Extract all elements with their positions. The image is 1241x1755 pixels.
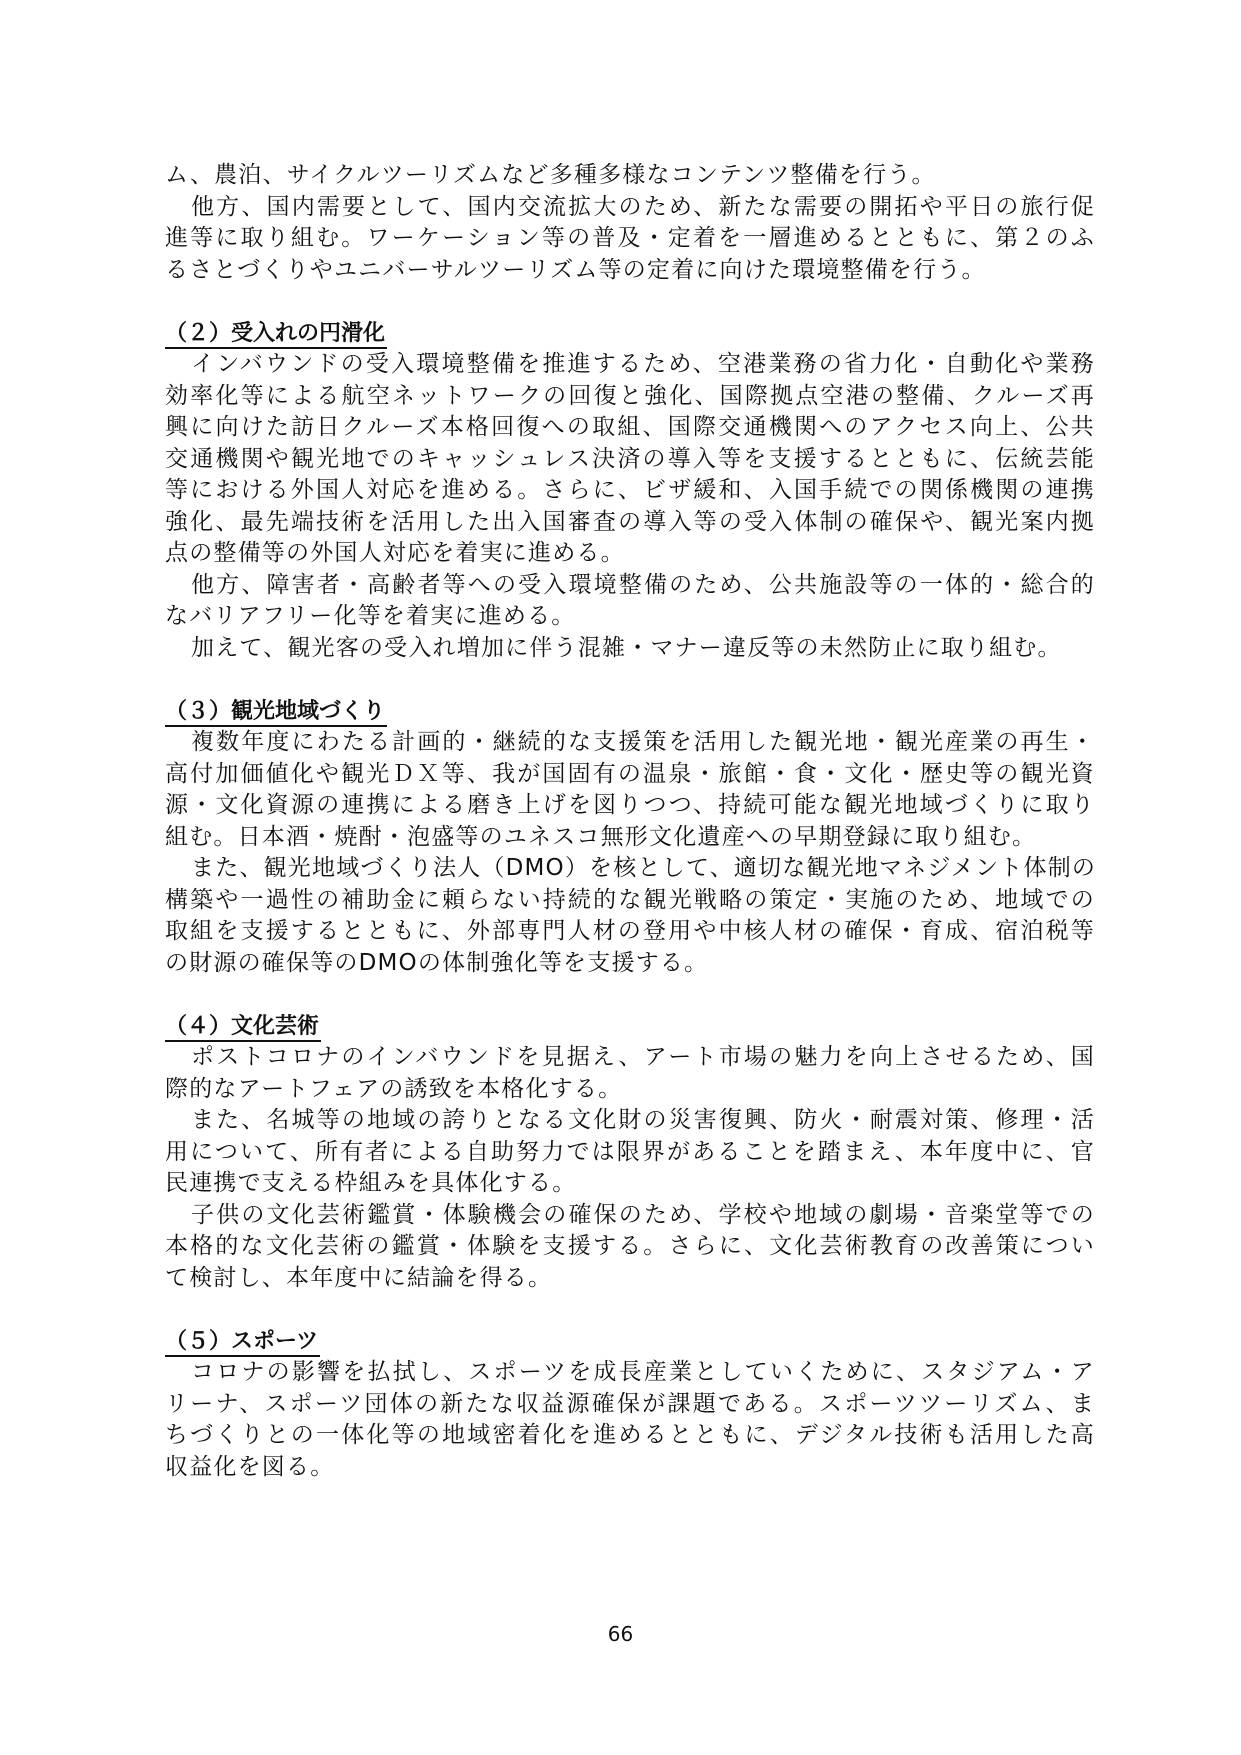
section-gap [165,286,1095,318]
text-line: 複数年度にわたる計画的・継続的な支援策を活用した観光地・観光産業の再生・ [191,729,1095,755]
intro-paragraph [165,192,1095,287]
section-receiving [165,318,1095,665]
section-paragraph [165,1105,1095,1200]
text-line: 他方、国内需要として、国内交流拡大のため、新たな需要の開拓や平日の旅行促 [191,193,1095,220]
text-line: 効率化等による航空ネットワークの回復と強化、国際拠点空港の整備、クルーズ再 [165,382,1095,409]
text-line: また、名城等の地域の誇りとなる文化財の災害復興、防火・耐震対策、修理・活 [191,1107,1095,1133]
text-line: コロナの影響を払拭し、スポーツを成長産業としていくために、スタジアム・ア [191,1359,1095,1385]
text-line: 源・文化資源の連携による磨き上げを図りつつ、持続可能な観光地域づくりに取り [165,792,1095,818]
text-line: 他方、障害者・高齢者等への受入環境整備のため、公共施設等の一体的・総合的 [191,571,1095,598]
section-heading-text: （５）スポーツ [165,1329,320,1357]
text-line: 際的なアートフェアの誘致を本格化する。 [165,1075,623,1102]
text-line: の財源の確保等のDMOの体制強化等を支援する。 [165,949,709,976]
section-paragraph [165,633,1095,665]
text-line: インバウンドの受入環境整備を推進するため、空港業務の省力化・自動化や業務 [191,351,1095,377]
text-line: 交通機関や観光地でのキャッシュレス決済の導入等を支援するとともに、伝統芸能 [165,445,1095,472]
text-line: 本格的な文化芸術の鑑賞・体験を支援する。さらに、文化芸術教育の改善策につい [165,1233,1095,1259]
text-line: ちづくりとの一体化等の地域密着化を進めるとともに、デジタル技術も活用した高 [165,1422,1095,1448]
text-line: 強化、最先端技術を活用した出入国審査の導入等の受入体制の確保や、観光案内拠 [165,508,1095,535]
text-line: 点の整備等の外国人対応を着実に進める。 [165,540,625,566]
text-line: 取組を支援するとともに、外部専門人材の登用や中核人材の確保・育成、宿泊税等 [165,918,1095,944]
text-line: ポストコロナのインバウンドを見据え、アート市場の魅力を向上させるため、国 [191,1044,1095,1070]
section-heading [165,318,1095,350]
section-paragraph [165,727,1095,853]
section-culture-arts [165,1011,1095,1295]
section-paragraph [165,1200,1095,1295]
section-heading [165,1326,1095,1358]
section-paragraph [165,853,1095,979]
text-line: るさとづくりやユニバーサルツーリズム等の定着に向けた環境整備を行う。 [165,256,986,283]
section-heading-text: （３）観光地域づくり [165,699,387,727]
document-body [165,160,1095,1483]
section-gap [165,1294,1095,1326]
text-line: 興に向けた訪日クルーズ本格回復への取組、国際交通機関へのアクセス向上、公共 [165,414,1095,440]
section-heading [165,696,1095,728]
section-paragraph [165,1042,1095,1105]
text-line: 等における外国人対応を進める。さらに、ビザ緩和、入国手続での関係機関の連携 [165,477,1095,503]
text-line: 民連携で支える枠組みを具体化する。 [165,1170,577,1196]
section-tourism-areas [165,696,1095,980]
text-line: 収益化を図る。 [165,1453,335,1480]
text-line: 進等に取り組む。ワーケーション等の普及・定着を一層進めるとともに、第２のふ [165,225,1095,251]
section-gap [165,979,1095,1011]
text-line: ム、農泊、サイクルツーリズムなど多種多様なコンテンツ整備を行う。 [165,162,936,188]
section-sports [165,1326,1095,1484]
text-line: リーナ、スポーツ団体の新たな収益源確保が課題である。スポーツツーリズム、ま [165,1390,1095,1417]
text-line: 構築や一過性の補助金に頼らない持続的な観光戦略の策定・実施のため、地域での [165,886,1095,913]
section-paragraph [165,1357,1095,1483]
text-line: 用について、所有者による自助努力では限界があることを踏まえ、本年度中に、官 [165,1138,1095,1165]
intro-paragraph [165,160,1095,192]
text-line: 組む。日本酒・焼酎・泡盛等のユネスコ無形文化遺産への早期登録に取り組む。 [165,823,1037,850]
section-paragraph [165,349,1095,570]
page-number: 66 [607,1622,634,1646]
section-heading-text: （４）文化芸術 [165,1014,321,1042]
text-line: なバリアフリー化等を着実に進める。 [165,603,576,629]
section-gap [165,664,1095,696]
section-heading-text: （２）受入れの円滑化 [165,321,387,349]
section-heading [165,1011,1095,1043]
section-paragraph [165,570,1095,633]
text-line: 加えて、観光客の受入れ増加に伴う混雑・マナー違反等の未然防止に取り組む。 [191,634,1062,661]
text-line: また、観光地域づくり法人（DMO）を核として、適切な観光地マネジメント体制の [191,855,1097,881]
text-line: 高付加価値化や観光ＤＸ等、我が国固有の温泉・旅館・食・文化・歴史等の観光資 [165,760,1095,787]
text-line: て検討し、本年度中に結論を得る。 [165,1264,553,1291]
text-line: 子供の文化芸術鑑賞・体験機会の確保のため、学校や地域の劇場・音楽堂等での [191,1201,1095,1228]
